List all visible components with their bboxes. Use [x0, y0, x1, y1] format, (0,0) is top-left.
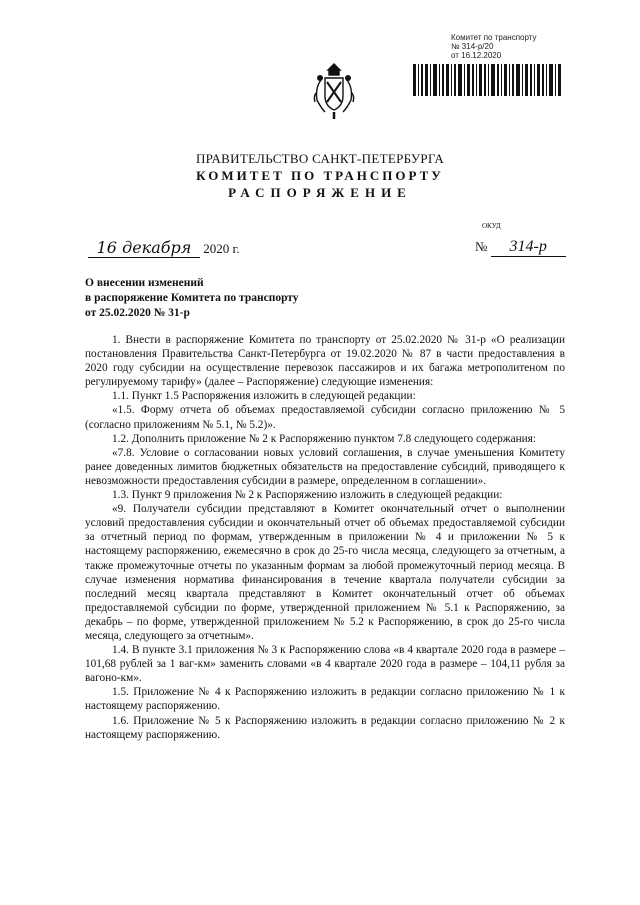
okud-label: ОКУД: [482, 222, 501, 230]
subject-line-3: от 25.02.2020 № 31-р: [85, 307, 190, 319]
document-date: [88, 238, 240, 258]
paragraph-1-5: 1.5. Приложение № 4 к Распоряжению изложить в редакции согласно приложению № 1 к настоящему распоряжению.: [85, 686, 565, 713]
paragraph-1-2: 1.2. Дополнить приложение № 2 к Распоряжению пунктом 7.8 следующего содержания:: [112, 432, 537, 445]
date-handwritten: 16 декабря: [96, 238, 192, 257]
document-subject: [85, 276, 299, 321]
stamp-org: Комитет по транспорту: [451, 33, 537, 42]
barcode: [413, 64, 563, 96]
document-body: [85, 333, 565, 742]
paragraph-1-3: 1.3. Пункт 9 приложения № 2 к Распоряжению изложить в следующей редакции:: [112, 489, 503, 502]
document-type-title: РАСПОРЯЖЕНИЕ: [228, 185, 412, 200]
paragraph-1-4: 1.4. В пункте 3.1 приложения № 3 к Распоряжению слова «в 4 квартале 2020 года в размере – 101,68 рублей за 1 ваг-км» заменить словами «в 4 квартале 2020 года в размере – 104,11 рубля за вагоно-км».: [85, 644, 565, 685]
government-title: ПРАВИТЕЛЬСТВО САНКТ-ПЕТЕРБУРГА: [195, 151, 445, 166]
stamp-date: от 16.12.2020: [451, 51, 502, 60]
paragraph-1-2-text: «7.8. Условие о согласовании новых условий соглашения, в случае уменьшения Комитету ранее доведенных лимитов бюджетных обязательств на предоставление субсидий, приводящего к невозможности предоставления субсидии в размере, определенном в соглашении».: [85, 446, 565, 487]
registration-stamp: [451, 33, 537, 60]
paragraph-1-6: 1.6. Приложение № 5 к Распоряжению изложить в редакции согласно приложению № 2 к настоящему распоряжению.: [85, 714, 565, 741]
stamp-number: № 314-р/20: [451, 42, 494, 51]
paragraph-1-3-text: «9. Получатели субсидии представляют в Комитет окончательный отчет о выполнении условий предоставления субсидии и окончательный отчет об объемах предоставляемой субсидии за отчетный период по формам, утвержденным в приложении № 4 и приложении № 5 к настоящему распоряжению, ежемесячно в срок до 25-го числа месяца, следующего за отчетным, а также промежуточные отчеты по указанным формам за любой промежуточный период месяца. В случае изменения норматива финансирования в течение квартала получатели субсидии за последний месяц квартала представляют в Комитет окончательный отчет об объемах предоставляемой субсидии по форме, утвержденной приложением № 5.1 к Распоряжению, за декабрь – по форме, утвержденной приложением № 5.2 к Распоряжению, в срок до 25-го числа месяца, следующего за отчетным».: [85, 503, 565, 642]
subject-line-1: О внесении изменений: [85, 277, 204, 289]
number-value: 314-р: [491, 238, 566, 257]
number-prefix: №: [475, 239, 488, 254]
paragraph-1-1-text: «1.5. Форму отчета об объемах предоставляемой субсидии согласно приложению № 5 (согласно приложениям № 5.1, № 5.2)».: [85, 404, 565, 431]
document-number: [475, 238, 566, 257]
date-year: 2020 г.: [203, 241, 240, 256]
committee-title: КОМИТЕТ ПО ТРАНСПОРТУ: [196, 168, 444, 183]
paragraph-1: 1. Внести в распоряжение Комитета по транспорту от 25.02.2020 № 31-р «О реализации постановления Правительства Санкт-Петербурга от 19.02.2020 № 87 в части предоставления в 2020 году субсидии на осуществление перевозок пассажиров и их багажа метрополитеном по регулируемому тарифу» (далее – Распоряжение) следующие изменения:: [85, 334, 565, 389]
subject-line-2: в распоряжение Комитета по транспорту: [85, 292, 299, 304]
paragraph-1-1: 1.1. Пункт 1.5 Распоряжения изложить в следующей редакции:: [112, 390, 416, 403]
coat-of-arms-emblem: [311, 62, 357, 120]
